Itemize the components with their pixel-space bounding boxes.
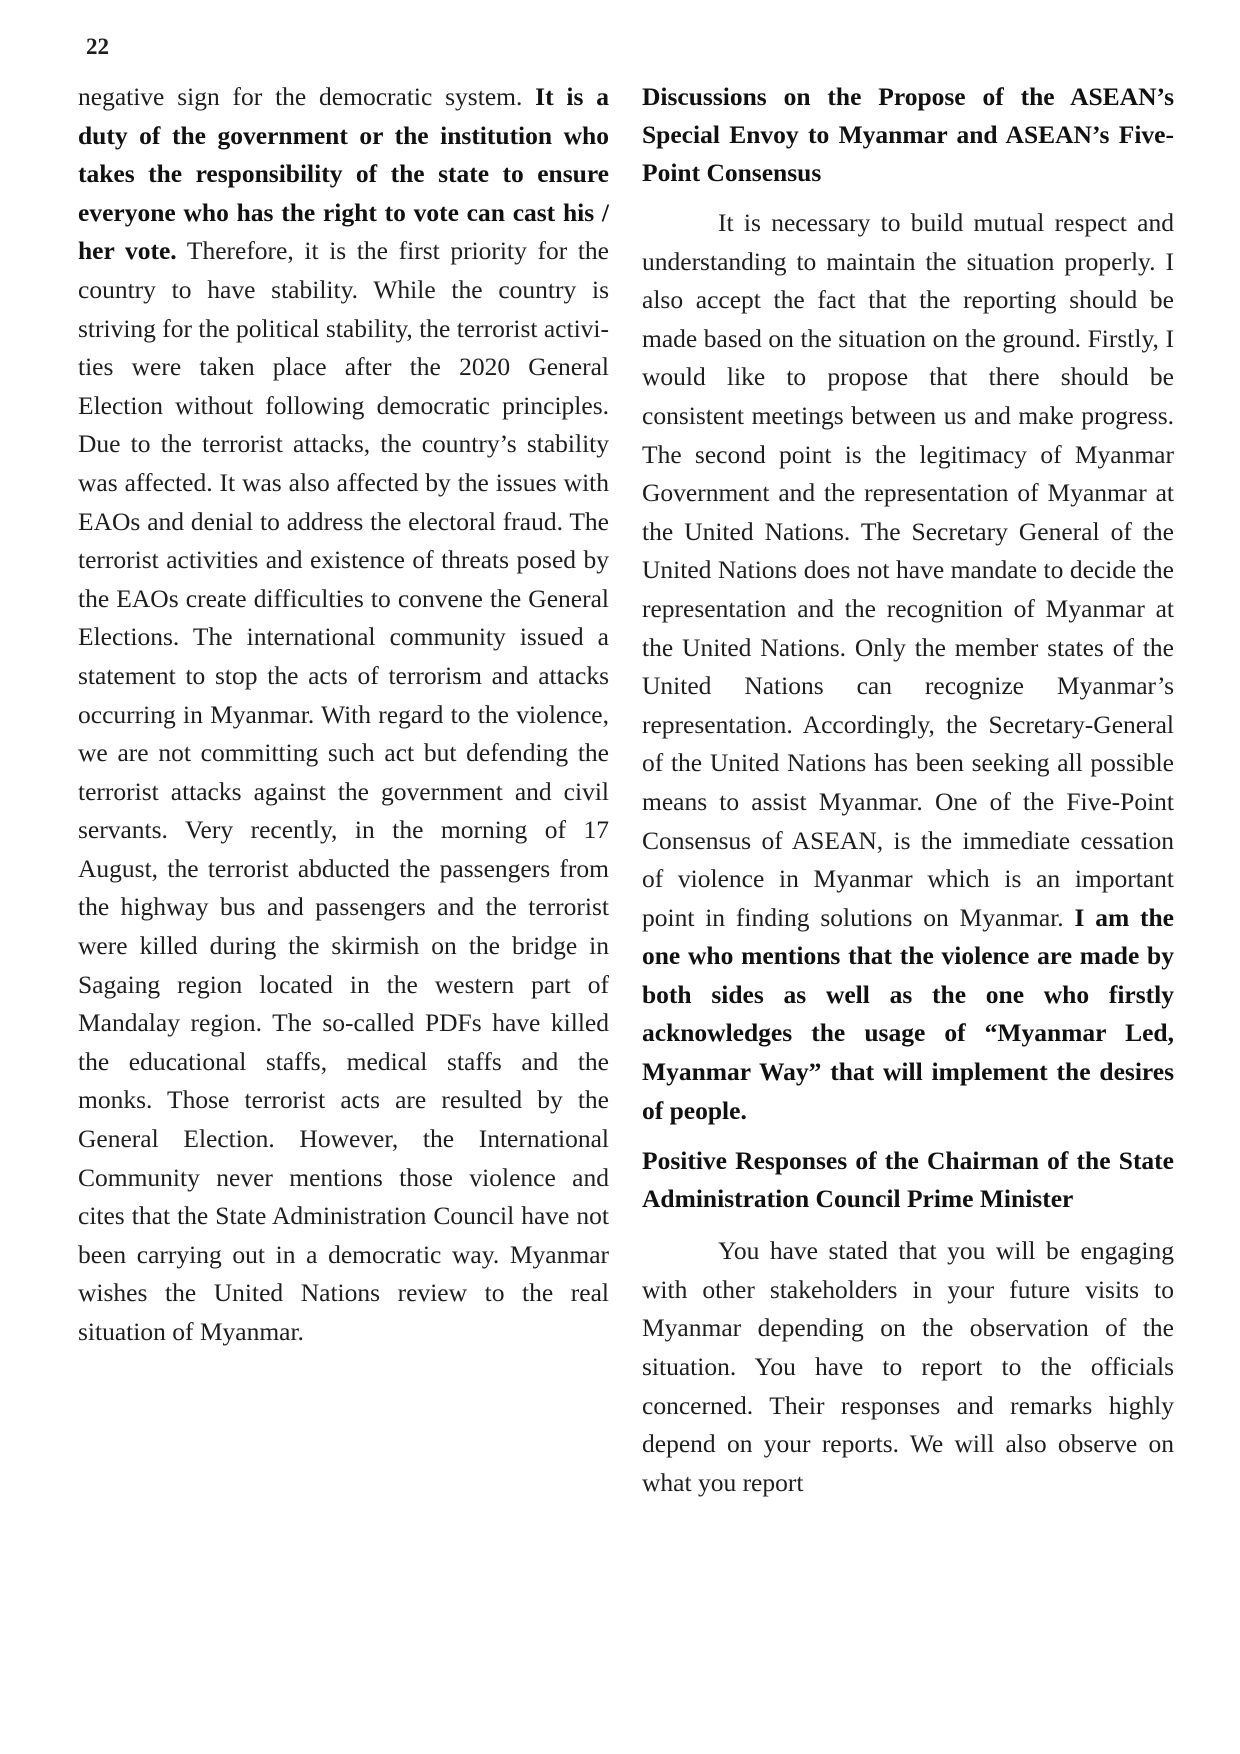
- section-heading-positive-responses: Positive Responses of the Chairman of the State Administration Council Prime Minister: [642, 1146, 1174, 1214]
- paragraph-text: Therefore, it is the first priority for the country to have stability. While the country is striving for the political stability, the terrorist activities were taken place after the 2020 General Election without following democratic principles. Due to the terrorist attacks, the country’s stability was affected. It was also affected by the issues with EAOs and denial to address the electoral fraud. The terrorist activities and existence of threats posed by the EAOs create difficulties to convene the General Elections. The international community issued a statement to stop the acts of terrorism and attacks occurring in Myanmar. With regard to the violence, we are not committing such act but defending the terrorist attacks against the government and civil servants. Very recently, in the morning of 17 August, the terrorist abducted the passengers from the highway bus and passengers and the terrorist were killed during the skirmish on the bridge in Sagaing region located in the western part of Mandalay region. The so-called PDFs have killed the educational staffs, medical staffs and the monks. Those terrorist acts are resulted by the General Election. However, the International Community never mentions those violence and cites that the State Administration Council have not been carrying out in a democratic way. Myanmar wishes the United Nations review to the real situation of Myanmar.: [78, 236, 609, 1346]
- emphasized-text: It is a duty of the government or the institution who takes the responsibility of the state to ensure everyone who has the right to vote can cast his / her vote.: [78, 82, 609, 266]
- body-paragraph: [642, 1232, 1174, 1502]
- section-heading-asean-consensus: Discussions on the Propose of the ASEAN’s Special Envoy to Myanmar and ASEAN’s Five-Point Consensus: [642, 82, 1174, 187]
- paragraph-text: negative sign for the democratic system.: [78, 82, 536, 111]
- body-paragraph: [642, 204, 1174, 1130]
- page-number: 22: [86, 34, 109, 59]
- paragraph-text: You have stated that you will be engaging with other stakeholders in your future visits to Myanmar depending on the observation of the situation. You have to report to the officials concerned. Their responses and remarks highly depend on your reports. We will also observe on what you report: [642, 1236, 1174, 1497]
- left-column: [78, 78, 609, 1352]
- body-paragraph: [78, 78, 609, 1352]
- emphasized-text: I am the one who mentions that the violence are made by both sides as well as the one who firstly acknowledges the usage of “Myanmar Led, Myanmar Way” that will implement the desires of people.: [642, 902, 1174, 1125]
- paragraph-text: It is necessary to build mutual respect and understanding to maintain the situation properly. I also accept the fact that the reporting should be made based on the situation on the ground. Firstly, I would like to propose that there should be consistent meetings between us and make progress. The second point is the legitimacy of Myanmar Government and the representation of Myanmar at the United Nations. The Secretary General of the United Nations does not have mandate to decide the representation and the recognition of Myanmar at the United Nations. Only the member states of the United Nations can recognize Myanmar’s representation. Accordingly, the Secretary-General of the United Nations has been seeking all possible means to assist Myanmar. One of the Five-Point Consensus of ASEAN, is the immediate cessation of violence in Myanmar which is an important point in finding solutions on Myanmar.: [642, 208, 1174, 932]
- right-column: [642, 78, 1174, 1502]
